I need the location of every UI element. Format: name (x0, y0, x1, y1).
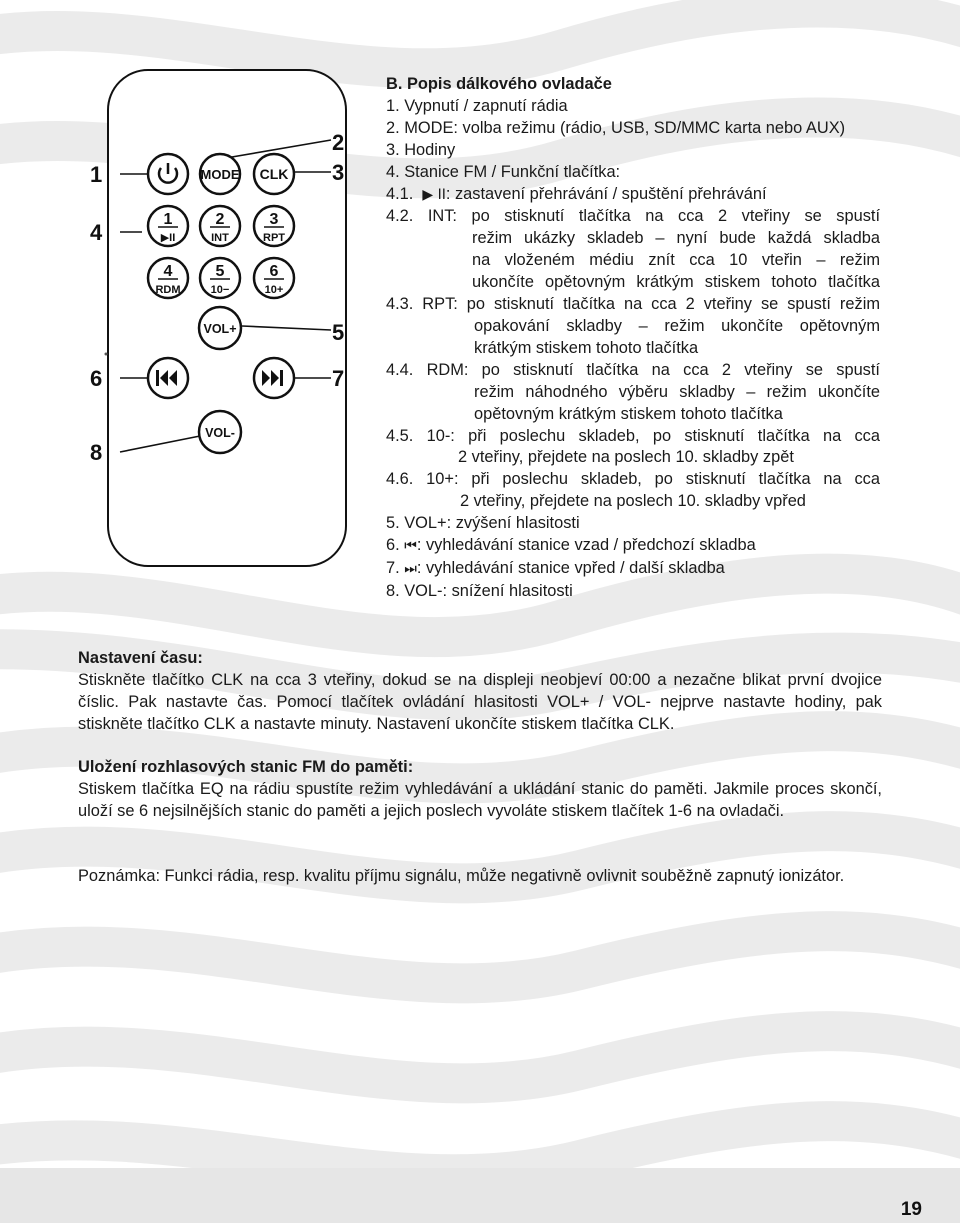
list-item: krátkým stiskem tohoto tlačítka (474, 338, 699, 357)
svg-text:MODE: MODE (200, 167, 240, 182)
page-number: 19 (900, 1199, 922, 1220)
remote-control-illustration (76, 64, 376, 574)
mode-button[interactable] (200, 154, 240, 194)
button-6-plus10[interactable] (254, 258, 294, 298)
note-body: Poznámka: Funkci rádia, resp. kvalitu příjmu signálu, může negativně ovlivnit souběžně zapnutý ionizátor. (78, 867, 845, 885)
list-item: opětovným krátkým stiskem tohoto tlačítka (474, 404, 783, 423)
svg-text:10+: 10+ (264, 284, 284, 296)
svg-text:4: 4 (163, 263, 173, 280)
section-title: B. Popis dálkového ovladače (386, 75, 612, 93)
svg-text:1: 1 (163, 211, 173, 228)
skip-back-icon: ⏮ (404, 538, 417, 555)
svg-text:▶II: ▶II (160, 232, 176, 244)
svg-text:2: 2 (215, 211, 225, 228)
list-item: režim ukázky skladeb – nyní bude každá skladba (472, 229, 880, 248)
button-4-rdm[interactable] (148, 258, 188, 298)
svg-text:VOL-: VOL- (205, 426, 235, 440)
list-item: režim náhodného výběru skladby – režim ukončíte (474, 382, 880, 401)
callout-7: 7 (332, 366, 345, 391)
next-button[interactable] (254, 358, 294, 398)
time-heading: Nastavení času: (78, 649, 203, 667)
callout-8: 8 (90, 440, 103, 465)
list-item: ukončíte opětovným krátkým stiskem tohoto tlačítka (472, 273, 880, 292)
previous-button[interactable] (148, 358, 188, 398)
list-item: 4.6. 10+: při poslechu skladeb, po stisknutí tlačítka na cca (386, 470, 880, 489)
button-3-rpt[interactable] (254, 206, 294, 246)
time-body: Stiskněte tlačítko CLK na cca 3 vteřiny, dokud se na displeji neobjeví 00:00 a nezačne blikat první dvojice číslic. Pak nastavte čas. Pomocí tlačítek ovládání hlasitosti VOL+ / VOL- nejprve nastavte hodiny, pak stiskněte tlačítko CLK a nastavte minuty. Nastavení ukončíte stiskem tlačítka CLK. (78, 670, 882, 733)
list-item: 4.3. RPT: po stisknutí tlačítka na cca 2 vteřiny se spustí režim (386, 295, 880, 314)
callout-3: 3 (332, 160, 345, 185)
callout-6: 6 (90, 366, 103, 391)
svg-text:CLK: CLK (259, 166, 289, 182)
list-item: na vloženém médiu znít cca 10 vteřin – režim (472, 251, 880, 270)
vol-plus-button[interactable] (199, 307, 241, 349)
callout-5: 5 (332, 320, 345, 345)
list-item: 4.1. ▶ II: zastavení přehrávání / spuštění přehrávání (386, 184, 767, 203)
vol-minus-button[interactable] (199, 411, 241, 453)
list-item: 7. ⏭: vyhledávání stanice vpřed / další skladba (386, 558, 725, 577)
remote-description-section (386, 74, 886, 603)
skip-forward-icon: ⏭ (404, 560, 417, 577)
list-item: 2 vteřiny, přejdete na poslech 10. skladby vpřed (460, 492, 806, 511)
svg-text:10−: 10− (210, 284, 230, 296)
memory-heading: Uložení rozhlasových stanic FM do paměti: (78, 758, 414, 776)
list-item: 3. Hodiny (386, 140, 456, 159)
list-item: 6. ⏮: vyhledávání stanice vzad / předchozí skladba (386, 536, 756, 555)
list-item: 5. VOL+: zvýšení hlasitosti (386, 514, 580, 533)
list-item: opakování skladby – režim ukončíte opětovným (474, 316, 880, 335)
svg-text:RDM: RDM (155, 284, 181, 296)
list-item: 2. MODE: volba režimu (rádio, USB, SD/MMC karta nebo AUX) (386, 118, 846, 137)
button-1-play-pause[interactable] (148, 206, 188, 246)
svg-text:INT: INT (211, 232, 229, 244)
svg-text:5: 5 (215, 263, 225, 280)
clk-button[interactable] (254, 154, 294, 194)
callout-4: 4 (90, 220, 103, 245)
list-item: 4.2. INT: po stisknutí tlačítka na cca 2 vteřiny se spustí (386, 207, 880, 226)
callout-1: 1 (90, 162, 103, 187)
list-item: 8. VOL-: snížení hlasitosti (386, 581, 573, 600)
list-item: 1. Vypnutí / zapnutí rádia (386, 96, 568, 115)
list-item: 4.4. RDM: po stisknutí tlačítka na cca 2 vteřiny se spustí (386, 360, 880, 379)
svg-text:VOL+: VOL+ (203, 322, 237, 336)
button-5-minus10[interactable] (200, 258, 240, 298)
time-setting-section (78, 648, 882, 736)
callout-2: 2 (332, 130, 345, 155)
note-section (78, 866, 882, 888)
list-item: 2 vteřiny, přejdete na poslech 10. skladby zpět (458, 448, 794, 467)
svg-text:6: 6 (269, 263, 279, 280)
list-item: 4. Stanice FM / Funkční tlačítka: (386, 162, 621, 181)
svg-text:3: 3 (269, 211, 279, 228)
play-pause-icon: ▶ II (417, 186, 446, 203)
list-item: 4.5. 10-: při poslechu skladeb, po stisknutí tlačítka na cca (386, 426, 880, 445)
memory-body: Stiskem tlačítka EQ na rádiu spustíte režim vyhledávání a ukládání stanic do paměti. Jakmile proces skončí, uloží se 6 nejsilnějších stanic do paměti a jejich poslech vyvoláte stiskem tlačítek 1-6 na ovladači. (78, 779, 882, 820)
button-2-int[interactable] (200, 206, 240, 246)
power-button[interactable] (148, 154, 188, 194)
svg-text:RPT: RPT (263, 232, 285, 244)
memory-section (78, 757, 882, 823)
